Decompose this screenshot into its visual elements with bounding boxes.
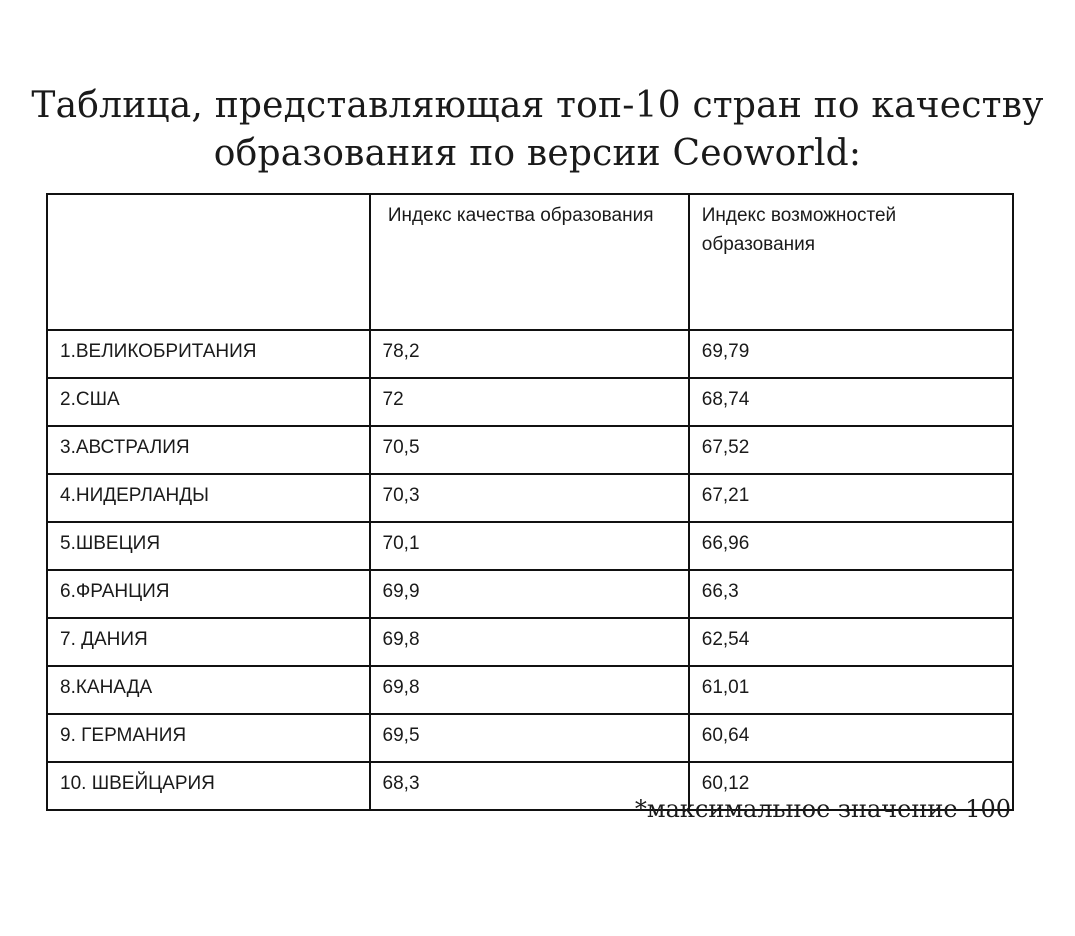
page-title-line-2: образования по версии Ceoworld: [213,133,862,174]
cell-opportunity-index: 67,52 [689,426,1013,474]
table-row [47,522,1013,570]
cell-quality-index: 78,2 [370,330,689,378]
table-header-row [47,194,1013,330]
cell-country: 10. ШВЕЙЦАРИЯ [47,762,370,810]
cell-quality-index: 69,8 [370,618,689,666]
cell-opportunity-index: 68,74 [689,378,1013,426]
cell-quality-index: 69,9 [370,570,689,618]
cell-opportunity-index: 66,96 [689,522,1013,570]
table-row [47,714,1013,762]
cell-quality-index: 69,8 [370,666,689,714]
cell-quality-index: 70,5 [370,426,689,474]
table-row [47,570,1013,618]
cell-opportunity-index: 60,64 [689,714,1013,762]
cell-opportunity-index: 66,3 [689,570,1013,618]
table-row [47,474,1013,522]
footnote: *максимальное значение 100 [634,795,1011,823]
cell-country: 5.ШВЕЦИЯ [47,522,370,570]
table-row [47,330,1013,378]
header-country [47,194,370,330]
cell-opportunity-index: 60,12 [689,762,1013,810]
cell-country: 2.США [47,378,370,426]
cell-quality-index: 70,3 [370,474,689,522]
cell-country: 1.ВЕЛИКОБРИТАНИЯ [47,330,370,378]
cell-country: 3.АВСТРАЛИЯ [47,426,370,474]
cell-opportunity-index: 69,79 [689,330,1013,378]
header-quality-index: Индекс качества образования [370,194,689,330]
cell-country: 4.НИДЕРЛАНДЫ [47,474,370,522]
cell-opportunity-index: 62,54 [689,618,1013,666]
cell-country: 7. ДАНИЯ [47,618,370,666]
cell-country: 8.КАНАДА [47,666,370,714]
cell-opportunity-index: 61,01 [689,666,1013,714]
cell-country: 6.ФРАНЦИЯ [47,570,370,618]
table-row [47,666,1013,714]
page-title [0,82,1075,178]
education-ranking-table [46,193,1014,811]
table-row [47,426,1013,474]
table-row [47,618,1013,666]
table-row [47,378,1013,426]
page-title-line-1: Таблица, представляющая топ-10 стран по качеству [31,85,1044,126]
cell-quality-index: 72 [370,378,689,426]
cell-quality-index: 69,5 [370,714,689,762]
cell-country: 9. ГЕРМАНИЯ [47,714,370,762]
header-opportunity-index: Индекс возможностей образования [689,194,1013,330]
cell-quality-index: 68,3 [370,762,689,810]
cell-quality-index: 70,1 [370,522,689,570]
cell-opportunity-index: 67,21 [689,474,1013,522]
